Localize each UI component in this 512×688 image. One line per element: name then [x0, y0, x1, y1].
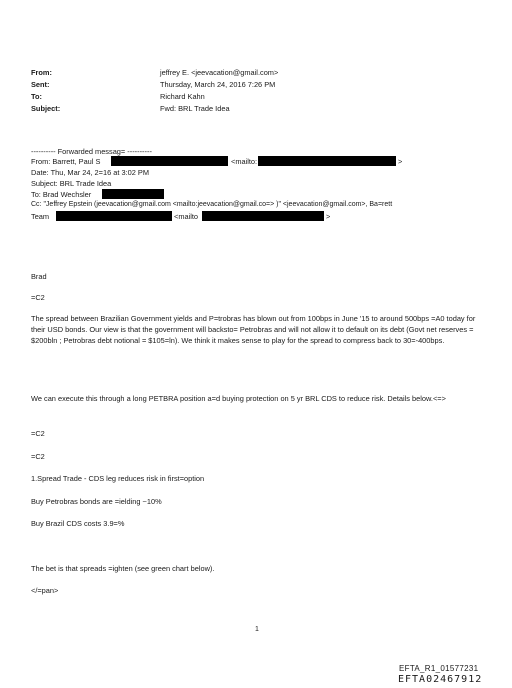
- body-paragraph-spread: The spread between Brazilian Government yields and P=trobras has blown out from 100bps in June '15 to around 500bps =A0 today for their USD bonds. Our view is that the government will backsto= Petrobras and will not allow it to default on its debt (Govt net reserves = $200bln ; Petrobras debt notional = $105=ln). We think it makes sense to play for the spread to compress back to 30=-400bps.: [31, 314, 476, 346]
- forward-team-mailto: <mailto: [174, 212, 199, 221]
- redaction-box: [202, 211, 324, 221]
- sent-value: Thursday, March 24, 2016 7:26 PM: [160, 80, 276, 89]
- bates-number-secondary: EFTA02467912: [398, 674, 483, 685]
- forward-from-mailto: <mailto:: [231, 157, 258, 166]
- redaction-box: [56, 211, 172, 221]
- greeting: Brad: [31, 272, 47, 281]
- subject-value: Fwd: BRL Trade Idea: [160, 104, 230, 113]
- forward-from-line: From: Barrett, Paul S: [31, 157, 101, 166]
- forward-date-line: Date: Thu, Mar 24, 2=16 at 3:02 PM: [31, 168, 149, 177]
- redaction-box: [258, 156, 396, 166]
- sent-label: Sent:: [31, 80, 50, 89]
- forward-team-label: Team: [31, 212, 50, 221]
- redaction-box: [111, 156, 228, 166]
- trade-item-spread: 1.Spread Trade - CDS leg reduces risk in first=option: [31, 474, 205, 483]
- subject-label: Subject:: [31, 104, 61, 113]
- bates-number-primary: EFTA_R1_01577231: [399, 664, 479, 673]
- page-number: 1: [255, 626, 259, 633]
- forward-from-close: >: [398, 157, 403, 166]
- redaction-box: [102, 189, 164, 199]
- body-paragraph-execution: We can execute this through a long PETBRA position a=d buying protection on 5 yr BRL CDS to reduce risk. Details below.<=>: [31, 394, 446, 403]
- forward-to-line: To: Brad Wechsler: [31, 190, 92, 199]
- closing-tag: </=pan>: [31, 586, 59, 595]
- to-label: To:: [31, 92, 42, 101]
- trade-item-cds: Buy Brazil CDS costs 3.9=%: [31, 519, 125, 528]
- c2-marker: =C2: [31, 429, 45, 438]
- trade-item-bonds: Buy Petrobras bonds are =ielding ~10%: [31, 497, 162, 506]
- c2-marker: =C2: [31, 293, 45, 302]
- from-value: jeffrey E. <jeevacation@gmail.com>: [160, 68, 279, 77]
- forward-team-close: >: [326, 212, 331, 221]
- c2-marker: =C2: [31, 452, 45, 461]
- forward-separator: ---------- Forwarded messag= ----------: [31, 147, 152, 156]
- bet-line: The bet is that spreads =ighten (see green chart below).: [31, 564, 215, 573]
- to-value: Richard Kahn: [160, 92, 205, 101]
- forward-subject-line: Subject: BRL Trade Idea: [31, 179, 112, 188]
- forward-cc-line: Cc: "Jeffrey Epstein (jeevacation@gmail.com <mailto:jeevacation@gmail.co=> )" <jeevacation@gmail.com>, Ba=rett: [31, 201, 393, 208]
- from-label: From:: [31, 68, 52, 77]
